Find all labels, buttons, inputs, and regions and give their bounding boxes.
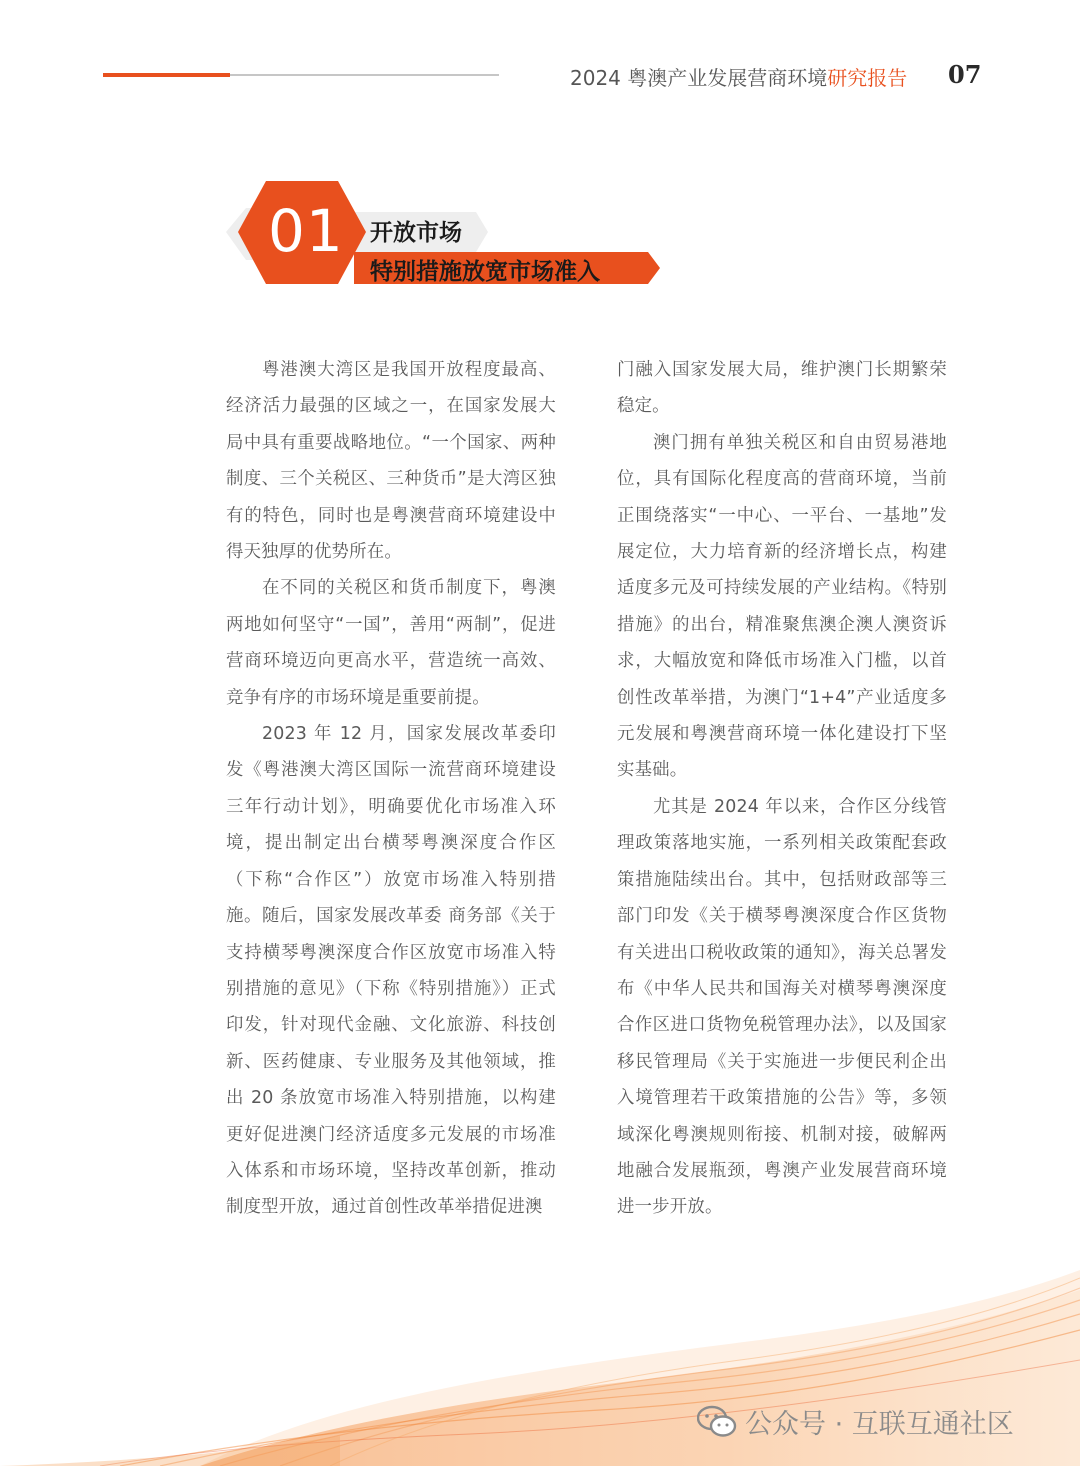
paragraph: 粤港澳大湾区是我国开放程度最高、经济活力最强的区域之一，在国家发展大局中具有重要战略地位。“一个国家、两种制度、三个关税区、三种货币”是大湾区独有的特色，同时也是粤澳营商环境建设中得天独厚的优势所在。 xyxy=(226,360,556,563)
wechat-icon xyxy=(697,1405,737,1439)
page-number: 07 xyxy=(948,60,982,89)
paragraph: 2023 年 12 月，国家发展改革委印发《粤港澳大湾区国际一流营商环境建设三年行动计划》，明确要优化市场准入环境，提出制定出台横琴粤澳深度合作区（下称“合作区”）放宽市场准入特别措施。随后，国家发展改革委 商务部《关于支持横琴粤澳深度合作区放宽市场准入特别措施的意见》（下称《特别措施》）正式印发，针对现代金融、文化旅游、科技创新、医药健康、专业服务及其他领域，推出 20 条放宽市场准入特别措施，以构建更好促进澳门经济适度多元发展的市场准入体系和市场环境，坚持改革创新，推动制度型开放，通过首创性改革举措促进澳 xyxy=(226,724,556,1218)
header-divider-accent xyxy=(103,73,230,77)
left-column xyxy=(226,352,556,1226)
right-column xyxy=(617,352,947,1226)
paragraph: 澳门拥有单独关税区和自由贸易港地位，具有国际化程度高的营商环境，当前正围绕落实“一中心、一平台、一基地”发展定位，大力培育新的经济增长点，构建适度多元及可持续发展的产业结构。《特别措施》的出台，精准聚焦澳企澳人澳资诉求，大幅放宽和降低市场准入门槛，以首创性改革举措，为澳门“1+4”产业适度多元发展和粤澳营商环境一体化建设打下坚实基础。 xyxy=(617,432,947,781)
paragraph: 门融入国家发展大局，维护澳门长期繁荣稳定。 xyxy=(617,360,947,417)
watermark-text: 公众号 · 互联互通社区 xyxy=(745,1409,1014,1440)
section-title: 开放市场 xyxy=(370,220,462,246)
report-title: 2024 粤澳产业发展营商环境研究报告 xyxy=(570,66,908,90)
watermark xyxy=(697,1402,1014,1441)
paragraph: 尤其是 2024 年以来，合作区分线管理政策落地实施，一系列相关政策配套政策措施陆续出台。其中，包括财政部等三部门印发《关于横琴粤澳深度合作区货物有关进出口税收政策的通知》，海关总署发布《中华人民共和国海关对横琴粤澳深度合作区进口货物免税管理办法》，以及国家移民管理局《关于实施进一步便民利企出入境管理若干政策措施的公告》等，多领域深化粤澳规则衔接、机制对接，破解两地融合发展瓶颈，粤澳产业发展营商环境进一步开放。 xyxy=(617,796,947,1218)
section-number: 01 xyxy=(268,197,344,265)
paragraph: 在不同的关税区和货币制度下，粤澳两地如何坚守“一国”，善用“两制”，促进营商环境迈向更高水平，营造统一高效、竞争有序的市场环境是重要前提。 xyxy=(226,578,556,708)
section-subtitle: 特别措施放宽市场准入 xyxy=(370,259,600,285)
